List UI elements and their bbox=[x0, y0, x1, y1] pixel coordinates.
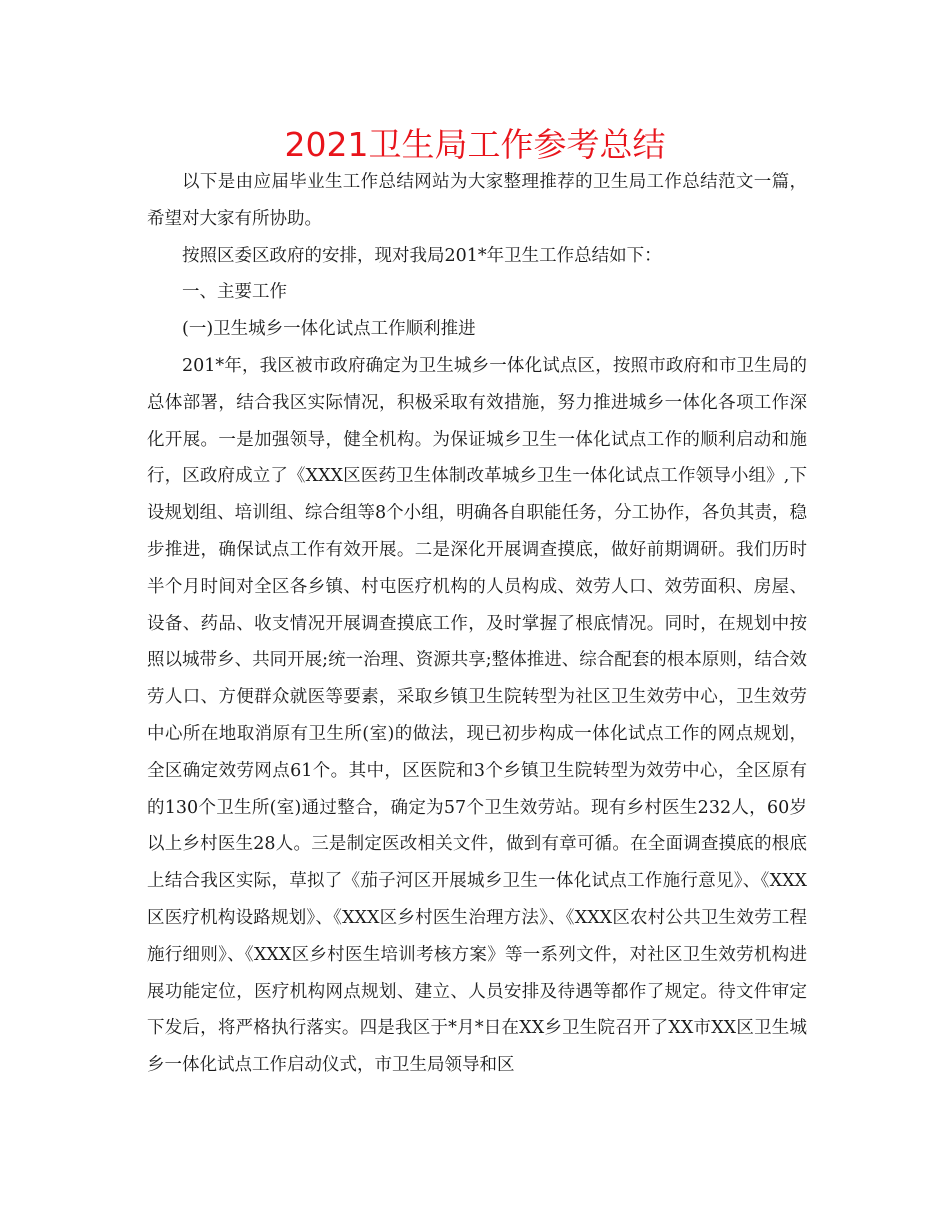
paragraph-arrangement: 按照区委区政府的安排，现对我局201*年卫生工作总结如下： bbox=[182, 245, 662, 266]
section-heading-main-work: 一、主要工作 bbox=[182, 282, 287, 303]
document-title: 2021卫生局工作参考总结 bbox=[284, 125, 666, 164]
document-body bbox=[147, 164, 807, 1084]
paragraph-intro: 以下是由应届毕业生工作总结网站为大家整理推荐的卫生局工作总结范文一篇，希望对大家有所协助。 bbox=[147, 172, 807, 229]
subsection-heading-integration: (一)卫生城乡一体化试点工作顺利推进 bbox=[182, 319, 476, 340]
paragraph-integration-details: 201*年，我区被市政府确定为卫生城乡一体化试点区，按照市政府和市卫生局的总体部署，结合我区实际情况，积极采取有效措施，努力推进城乡一体化各项工作深化开展。一是加强领导，健全机构。为保证城乡卫生一体化试点工作的顺利启动和施行，区政府成立了《XXX区医药卫生体制改革城乡卫生一体化试点工作领导小组》,下设规划组、培训组、综合组等8个小组，明确各自职能任务，分工协作，各负其责，稳步推进，确保试点工作有效开展。二是深化开展调查摸底，做好前期调研。我们历时半个月时间对全区各乡镇、村屯医疗机构的人员构成、效劳人口、效劳面积、房屋、设备、药品、收支情况开展调查摸底工作，及时掌握了根底情况。同时，在规划中按照以城带乡、共同开展;统一治理、资源共享;整体推进、综合配套的根本原则，结合效劳人口、方便群众就医等要素，采取乡镇卫生院转型为社区卫生效劳中心，卫生效劳中心所在地取消原有卫生所(室)的做法，现已初步构成一体化试点工作的网点规划，全区确定效劳网点61个。其中，区医院和3个乡镇卫生院转型为效劳中心，全区原有的130个卫生所(室)通过整合，确定为57个卫生效劳站。现有乡村医生232人，60岁以上乡村医生28人。三是制定医改相关文件，做到有章可循。在全面调查摸底的根底上结合我区实际，草拟了《茄子河区开展城乡卫生一体化试点工作施行意见》、《XXX区医疗机构设路规划》、《XXX区乡村医生治理方法》、《XXX区农村公共卫生效劳工程施行细则》、《XXX区乡村医生培训考核方案》等一系列文件，对社区卫生效劳机构进展功能定位，医疗机构网点规划、建立、人员安排及待遇等都作了规定。待文件审定下发后，将严格执行落实。四是我区于*月*日在XX乡卫生院召开了XX市XX区卫生城乡一体化试点工作启动仪式，市卫生局领导和区 bbox=[147, 355, 807, 1076]
